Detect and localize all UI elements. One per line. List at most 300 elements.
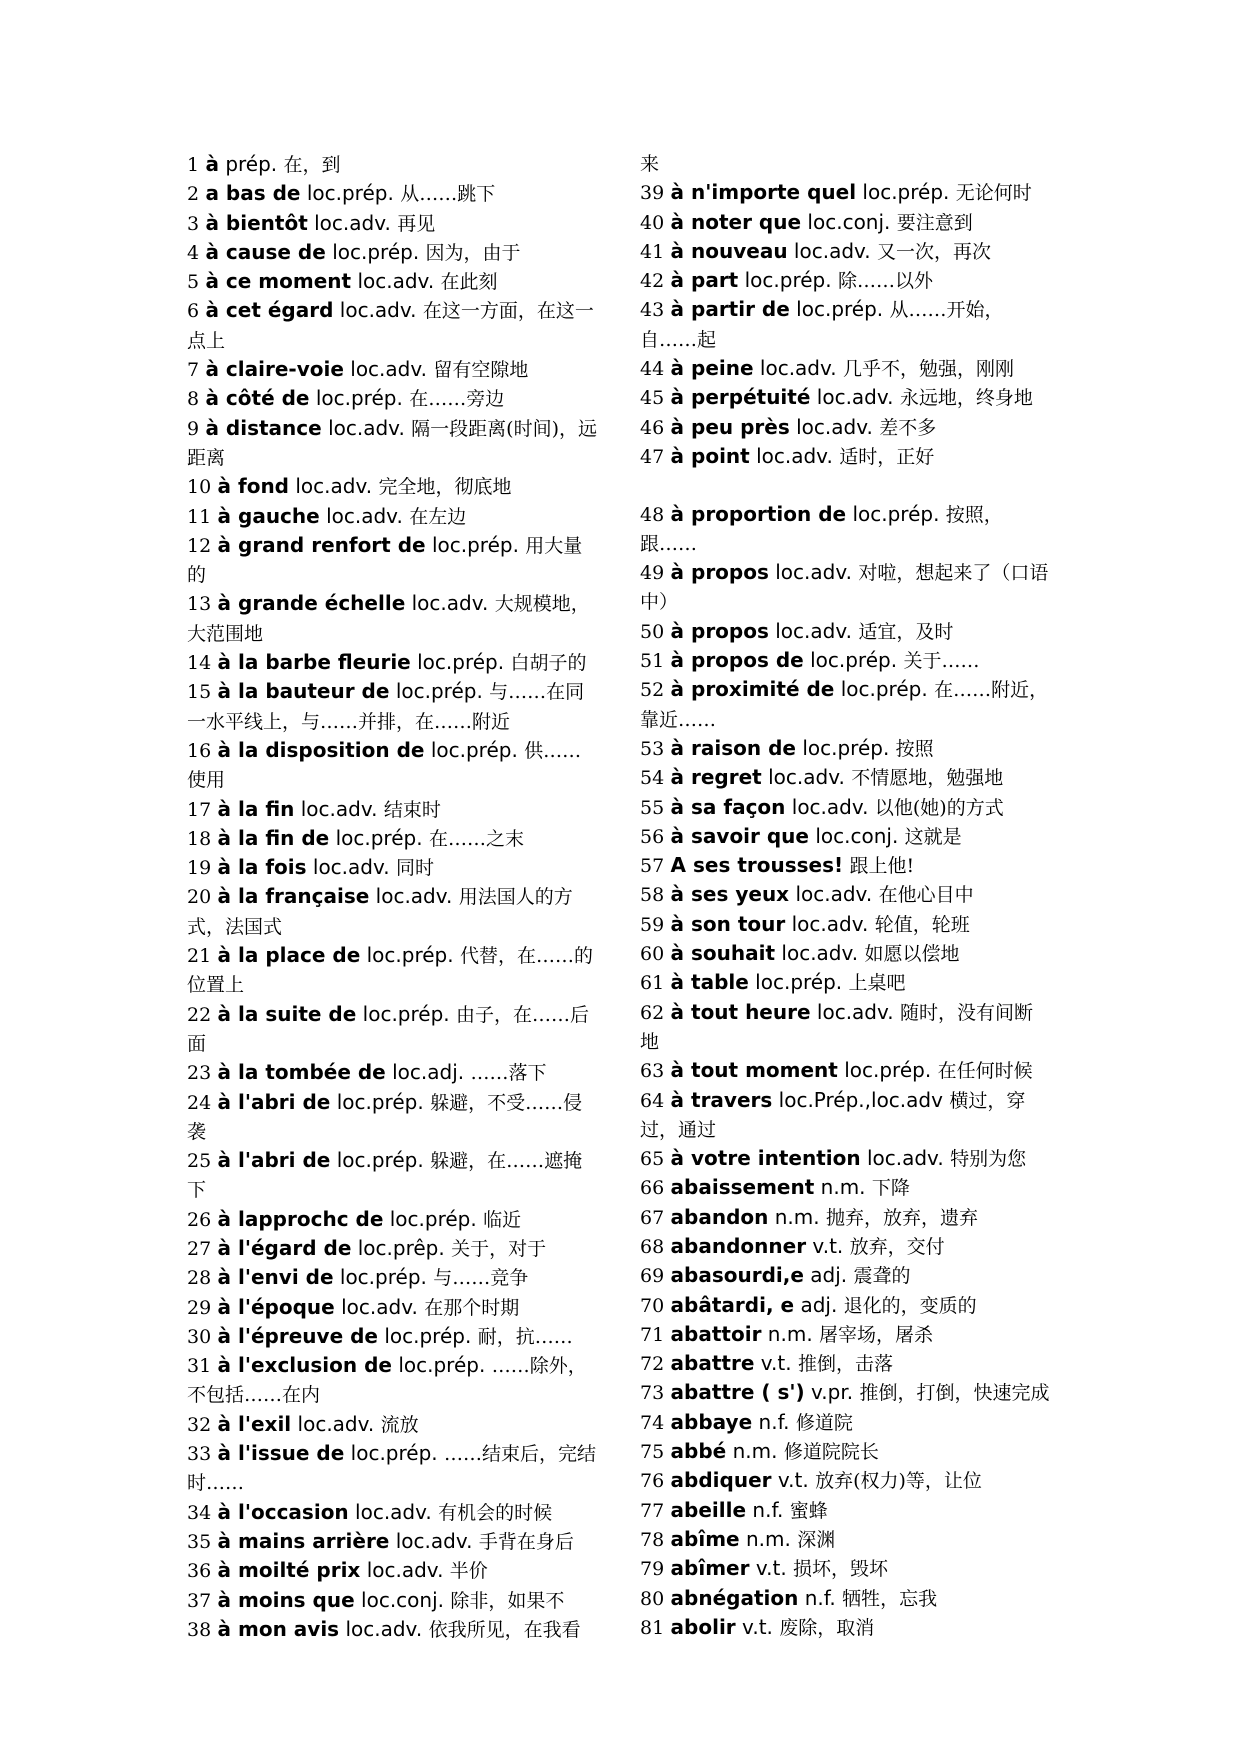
entry-number: 24: [187, 1091, 212, 1114]
vocab-entry: [187, 502, 597, 531]
entry-definition: 牺牲，忘我: [842, 1587, 938, 1610]
entry-term: à tout heure: [670, 999, 811, 1024]
entry-part-of-speech: v.t.: [755, 1556, 787, 1581]
entry-definition: 白胡子的: [510, 652, 587, 675]
entry-number: 19: [187, 857, 212, 880]
vocab-entry: [187, 795, 597, 824]
entry-part-of-speech: loc.prép.: [430, 737, 518, 762]
entry-definition: ……除外，不包括……在内: [187, 1355, 587, 1407]
entry-term: à la fin de: [217, 825, 330, 850]
entry-definition: 用法国人的方式，法国式: [187, 886, 573, 938]
entry-term: à la disposition de: [217, 737, 425, 762]
entry-definition: 按照，跟……: [640, 503, 1003, 555]
entry-number: 75: [640, 1441, 665, 1464]
entry-definition: 与……在同一水平线上，与……并排，在……附近: [187, 681, 585, 733]
entry-term: à savoir que: [670, 823, 809, 848]
entry-number: 67: [640, 1206, 665, 1229]
entry-part-of-speech: n.m.: [745, 1526, 791, 1551]
entry-number: 30: [187, 1325, 212, 1348]
entry-part-of-speech: v.t.: [742, 1614, 773, 1639]
entry-number: 61: [640, 972, 665, 995]
entry-definition: 同时: [396, 857, 435, 880]
entry-part-of-speech: loc.adj.: [392, 1060, 465, 1085]
entry-definition: 屠宰场，屠杀: [819, 1323, 934, 1346]
entry-part-of-speech: loc.adv.: [759, 356, 837, 381]
entry-definition: 躲避，在……遮掩下: [187, 1150, 583, 1202]
vocab-entry: [187, 1556, 597, 1585]
entry-term: à propos de: [670, 648, 804, 673]
entry-part-of-speech: loc.adv.: [297, 1411, 375, 1436]
entry-definition: 跟上他!: [849, 855, 915, 878]
entry-part-of-speech: n.m.: [767, 1321, 813, 1346]
entry-definition: 深渊: [797, 1528, 836, 1551]
entry-definition: 修道院院长: [783, 1441, 879, 1464]
entry-number: 66: [640, 1177, 665, 1200]
entry-part-of-speech: loc.adv.: [345, 1616, 423, 1641]
vocab-entry: [187, 1498, 597, 1527]
entry-number: 18: [187, 827, 212, 850]
vocab-entry: [640, 295, 1050, 354]
entry-term: à souhait: [670, 941, 776, 966]
entry-definition: 与……竞争: [433, 1267, 529, 1290]
entry-number: 50: [640, 620, 665, 643]
entry-part-of-speech: loc.adv.: [395, 1528, 473, 1553]
entry-term: à la française: [217, 884, 370, 909]
entry-term: à peu près: [670, 414, 790, 439]
entry-definition: 从……开始，自……起: [640, 299, 1004, 351]
entry-number: 29: [187, 1296, 212, 1319]
entry-number: 5: [187, 271, 200, 294]
vocab-entry: [187, 1000, 597, 1059]
entry-number: 7: [187, 359, 200, 382]
entry-definition: 对啦，想起来了（口语中）: [640, 562, 1049, 614]
entry-term: à propos: [670, 618, 769, 643]
entry-number: 39: [640, 182, 665, 205]
entry-part-of-speech: n.f.: [752, 1497, 784, 1522]
entry-definition: 关于，对于: [451, 1237, 547, 1260]
vocab-entry: [640, 558, 1050, 617]
entry-number: 23: [187, 1062, 212, 1085]
vocab-entry: [640, 910, 1050, 939]
entry-term: abeille: [670, 1497, 747, 1522]
entry-term: abbé: [670, 1439, 727, 1464]
entry-term: abaissement: [670, 1175, 815, 1200]
vocab-entry: [640, 1466, 1050, 1495]
entry-number: 11: [187, 505, 212, 528]
entry-term: abîme: [670, 1526, 740, 1551]
vocab-entry: [640, 968, 1050, 997]
entry-number: 64: [640, 1089, 665, 1112]
entry-part-of-speech: n.m.: [820, 1175, 866, 1200]
entry-definition: 适时，正好: [839, 445, 935, 468]
entry-part-of-speech: loc.prép.: [395, 679, 483, 704]
entry-part-of-speech: loc.adv.: [795, 882, 873, 907]
entry-part-of-speech: loc.prép.: [389, 1206, 477, 1231]
entry-part-of-speech: loc.prép.: [796, 297, 884, 322]
entry-number: 35: [187, 1530, 212, 1553]
vocab-entry: [640, 617, 1050, 646]
entry-number: 13: [187, 593, 212, 616]
vocab-entry: [640, 1525, 1050, 1554]
entry-term: abnégation: [670, 1585, 799, 1610]
vocab-entry: [640, 208, 1050, 237]
left-column: [187, 150, 597, 1644]
vocab-entry: [187, 824, 597, 853]
entry-term: à perpétuité: [670, 385, 811, 410]
entry-definition: 躲避，不受……侵袭: [187, 1091, 583, 1143]
entry-definition: 结束时: [383, 798, 441, 821]
vocab-entry: [187, 677, 597, 736]
entry-definition: 手背在身后: [478, 1530, 574, 1553]
entry-term: à tout moment: [670, 1058, 838, 1083]
entry-part-of-speech: loc.prép.: [362, 1001, 450, 1026]
entry-number: 70: [640, 1294, 665, 1317]
entry-number: 3: [187, 212, 200, 235]
vocab-entry: [187, 589, 597, 648]
vocab-entry: [640, 1408, 1050, 1437]
entry-term: à l'occasion: [217, 1499, 349, 1524]
entry-part-of-speech: loc.prép.: [417, 650, 505, 675]
vocab-entry: [187, 853, 597, 882]
entry-definition: 横过，穿过，通过: [640, 1089, 1026, 1141]
entry-term: à claire-voie: [205, 357, 344, 382]
entry-definition: 在此刻: [440, 271, 498, 294]
entry-part-of-speech: loc.prép.: [350, 1441, 438, 1466]
entry-number: 16: [187, 739, 212, 762]
entry-part-of-speech: loc.prép.: [335, 825, 423, 850]
entry-part-of-speech: loc.adv.: [411, 591, 489, 616]
vocab-entry: [640, 1378, 1050, 1407]
entry-number: 40: [640, 211, 665, 234]
entry-term: à partir de: [670, 297, 790, 322]
entry-part-of-speech: loc.adv.: [816, 999, 894, 1024]
entry-definition: 因为，由于: [425, 241, 521, 264]
vocab-entry: [640, 266, 1050, 295]
vocab-entry: [187, 296, 597, 355]
entry-definition: 退化的，变质的: [843, 1294, 977, 1317]
entry-term: à grande échelle: [217, 591, 406, 616]
entry-definition: 按照: [895, 737, 934, 760]
entry-definition: 推倒，击落: [797, 1353, 893, 1376]
vocab-entry: [640, 442, 1050, 471]
entry-number: 15: [187, 681, 212, 704]
vocab-entry: [187, 1615, 597, 1644]
entry-definition: 这就是: [904, 825, 962, 848]
entry-number: 20: [187, 886, 212, 909]
entry-number: 44: [640, 358, 665, 381]
entry-term: à la fois: [217, 855, 307, 880]
entry-number: 22: [187, 1003, 212, 1026]
entry-definition: 除……以外: [837, 270, 933, 293]
entry-definition: 流放: [380, 1413, 419, 1436]
entry-part-of-speech: loc.adv.: [350, 357, 428, 382]
entry-part-of-speech: loc.prép.: [339, 1265, 427, 1290]
entry-number: 69: [640, 1265, 665, 1288]
entry-part-of-speech: v.t.: [777, 1468, 809, 1493]
vocab-entry: [187, 355, 597, 384]
entry-definition: 完全地，彻底地: [378, 476, 512, 499]
entry-number: 51: [640, 650, 665, 673]
entry-definition: 永远地，终身地: [899, 387, 1033, 410]
entry-term: abandon: [670, 1204, 769, 1229]
vocab-entry: [187, 1058, 597, 1087]
entry-number: 42: [640, 270, 665, 293]
entry-definition: 几乎不，勉强，刚刚: [843, 358, 1015, 381]
entry-number: 4: [187, 241, 200, 264]
entry-part-of-speech: loc.adv.: [866, 1146, 944, 1171]
entry-definition: 蜜蜂: [789, 1499, 828, 1522]
entry-definition: 上桌吧: [848, 972, 906, 995]
entry-definition: 损坏，毁坏: [793, 1558, 889, 1581]
entry-number: 55: [640, 796, 665, 819]
entry-part-of-speech: loc.adv.: [791, 794, 869, 819]
vocab-entry: [187, 1351, 597, 1410]
entry-term: à grand renfort de: [217, 532, 426, 557]
entry-term: à mon avis: [217, 1616, 340, 1641]
vocab-entry: [640, 1203, 1050, 1232]
entry-definition: 用大量的: [187, 534, 583, 587]
entry-definition: 依我所见，在我看: [428, 1618, 581, 1641]
vocab-entry: [187, 941, 597, 1000]
vocab-entry: [187, 1146, 597, 1205]
entry-term: à l'envi de: [217, 1265, 334, 1290]
entry-part-of-speech: n.m.: [732, 1439, 778, 1464]
entry-number: 21: [187, 945, 212, 968]
entry-definition: 下降: [871, 1177, 910, 1200]
entry-number: 46: [640, 416, 665, 439]
vocab-entry: [187, 179, 597, 208]
entry-number: 74: [640, 1411, 665, 1434]
vocab-entry: [187, 1088, 597, 1147]
entry-definition: 关于……: [903, 650, 980, 673]
entry-definition: 适宜，及时: [858, 620, 954, 643]
entry-part-of-speech: n.m.: [774, 1204, 820, 1229]
vocab-entry: [640, 1144, 1050, 1173]
entry-definition: 要注意到: [896, 211, 973, 234]
entry-number: 52: [640, 679, 665, 702]
entry-term: à cet égard: [205, 298, 334, 323]
entry-definition: 放弃，交付: [849, 1235, 945, 1258]
vocab-entry: [640, 763, 1050, 792]
entry-definition: 在那个时期: [424, 1296, 520, 1319]
entry-number: 9: [187, 417, 200, 440]
vocab-entry: [640, 1349, 1050, 1378]
entry-part-of-speech: loc.prép.: [844, 1058, 932, 1083]
entry-part-of-speech: loc.adv.: [355, 1499, 432, 1524]
entry-definition: 留有空隙地: [433, 359, 529, 382]
vocab-entry: [640, 383, 1050, 412]
entry-term: à raison de: [670, 735, 796, 760]
vocab-entry: [640, 237, 1050, 266]
entry-number: 49: [640, 562, 665, 585]
entry-term: à la suite de: [217, 1001, 357, 1026]
entry-part-of-speech: v.pr.: [811, 1380, 854, 1405]
entry-term: à table: [670, 970, 749, 995]
entry-definition: 不情愿地，勉强地: [851, 767, 1004, 790]
entry-number: 47: [640, 445, 665, 468]
entry-number: 63: [640, 1060, 665, 1083]
entry-definition: ……结束后，完结时……: [187, 1443, 597, 1495]
entry-part-of-speech: loc.adv.: [375, 884, 453, 909]
entry-part-of-speech: loc.adv.: [326, 503, 403, 528]
entry-definition: 推倒，打倒，快速完成: [859, 1382, 1050, 1405]
entry-definition: 在左边: [409, 505, 467, 528]
entry-term: à la barbe fleurie: [217, 650, 411, 675]
vocab-entry: [187, 414, 597, 473]
entry-definition: 特别为您: [950, 1148, 1027, 1171]
entry-part-of-speech: loc.prép.: [332, 239, 420, 264]
entry-definition: 如愿以偿地: [864, 943, 960, 966]
entry-term: à l'exclusion de: [217, 1353, 392, 1378]
entry-number: 53: [640, 737, 665, 760]
vocab-entry: [187, 209, 597, 238]
entry-term: abattoir: [670, 1321, 762, 1346]
entry-term: à son tour: [670, 911, 786, 936]
entry-term: à la place de: [217, 943, 361, 968]
entry-number: 36: [187, 1560, 212, 1583]
vocab-entry: [640, 851, 1050, 880]
entry-term: abâtardi, e: [670, 1292, 795, 1317]
entry-term: abdiquer: [670, 1468, 772, 1493]
vocab-entry: [187, 1439, 597, 1498]
entry-number: 45: [640, 387, 665, 410]
entry-part-of-speech: loc.prép.: [315, 386, 403, 411]
entry-part-of-speech: loc.adv.: [781, 941, 859, 966]
vocab-entry: [640, 1320, 1050, 1349]
vocab-entry: [187, 267, 597, 296]
entry-part-of-speech: loc.adv.: [791, 911, 869, 936]
entry-part-of-speech: loc.adv.: [793, 238, 871, 263]
vocab-entry: [640, 675, 1050, 734]
entry-part-of-speech: adj.: [800, 1292, 838, 1317]
entry-number: 72: [640, 1353, 665, 1376]
entry-number: 62: [640, 1001, 665, 1024]
entry-term: à la tombée de: [217, 1060, 386, 1085]
entry-part-of-speech: loc.prép.: [431, 532, 519, 557]
vocab-entry: [187, 238, 597, 267]
entry-term: à sa façon: [670, 794, 786, 819]
entry-term: à la bauteur de: [217, 679, 390, 704]
entry-part-of-speech: loc.prép.: [398, 1353, 486, 1378]
vocab-entry: [187, 1322, 597, 1351]
entry-term: à nouveau: [670, 238, 788, 263]
entry-part-of-speech: loc.prép.: [744, 268, 832, 293]
entry-definition: 放弃(权力)等，让位: [815, 1470, 982, 1493]
entry-part-of-speech: adj.: [810, 1263, 848, 1288]
entry-part-of-speech: loc.adv.: [756, 443, 833, 468]
entry-part-of-speech: loc.prép.: [336, 1148, 424, 1173]
entry-term: à travers: [670, 1087, 773, 1112]
entry-number: 10: [187, 476, 212, 499]
entry-part-of-speech: v.t.: [760, 1351, 792, 1376]
entry-number: 2: [187, 183, 200, 206]
entry-part-of-speech: loc.prép.: [802, 735, 890, 760]
entry-part-of-speech: loc.prép.: [336, 1089, 424, 1114]
entry-number: 25: [187, 1150, 212, 1173]
entry-number: 8: [187, 388, 200, 411]
entry-definition: 耐，抗……: [477, 1325, 573, 1348]
entry-number: 81: [640, 1616, 665, 1639]
entry-term: abasourdi,e: [670, 1263, 804, 1288]
entry-term: abîmer: [670, 1556, 750, 1581]
entry-definition: 临近: [483, 1208, 522, 1231]
entry-number: 59: [640, 913, 665, 936]
vocab-entry: [187, 648, 597, 677]
entry-part-of-speech: loc.conj.: [815, 823, 899, 848]
vocab-entry: [640, 500, 1050, 559]
vocab-entry: [640, 939, 1050, 968]
entry-definition: 在，到: [283, 154, 341, 176]
entry-definition: 以他(她)的方式: [874, 796, 1004, 819]
entry-term: à part: [670, 268, 739, 293]
entry-term: A ses trousses!: [670, 853, 844, 878]
entry-part-of-speech: loc.adv.: [366, 1558, 444, 1583]
vocab-entry: [640, 354, 1050, 383]
entry-number: 31: [187, 1355, 212, 1378]
entry-term: à proximité de: [670, 677, 835, 702]
entry-term: à noter que: [670, 209, 802, 234]
entry-part-of-speech: loc.prép.: [840, 677, 928, 702]
entry-definition: 抛弃，放弃，遗弃: [825, 1206, 978, 1229]
entry-part-of-speech: loc.conj.: [361, 1587, 444, 1612]
entry-part-of-speech: v.t.: [812, 1233, 844, 1258]
entry-term: à n'importe quel: [670, 180, 857, 205]
vocab-entry: [187, 1293, 597, 1322]
vocab-entry: [640, 1437, 1050, 1466]
entry-definition: 由子，在……后面: [187, 1003, 590, 1055]
entry-part-of-speech: loc.adv.: [775, 560, 852, 585]
entry-definition: ……落下: [470, 1062, 547, 1085]
entry-term: abattre ( s'): [670, 1380, 805, 1405]
entry-definition: 无论何时: [955, 182, 1032, 205]
vocab-entry: [640, 1554, 1050, 1583]
vocab-entry: [187, 736, 597, 795]
entry-number: 1: [187, 154, 200, 176]
vocab-entry: [187, 882, 597, 941]
continued-text: 来: [640, 153, 660, 175]
vocab-entry: [640, 1613, 1050, 1642]
entry-number: 56: [640, 825, 665, 848]
entry-number: 68: [640, 1235, 665, 1258]
entry-number: 54: [640, 767, 665, 790]
entry-number: 80: [640, 1587, 665, 1610]
entry-definition: 在这一方面，在这一点上: [187, 300, 594, 352]
entry-part-of-speech: n.f.: [758, 1409, 790, 1434]
entry-number: 43: [640, 299, 665, 322]
entry-term: abandonner: [670, 1233, 807, 1258]
entry-term: à gauche: [217, 503, 320, 528]
vocab-entry: [187, 472, 597, 501]
entry-term: abattre: [670, 1351, 755, 1376]
entry-definition: 在任何时候: [937, 1060, 1033, 1083]
entry-definition: 从……跳下: [400, 183, 496, 206]
entry-part-of-speech: loc.adv.: [796, 414, 873, 439]
entry-definition: 差不多: [879, 416, 937, 439]
entry-number: 14: [187, 652, 212, 675]
entry-term: à votre intention: [670, 1146, 861, 1171]
entry-term: à moilté prix: [217, 1558, 361, 1583]
entry-part-of-speech: loc.prép.: [810, 648, 898, 673]
vocab-entry: [187, 1234, 597, 1263]
entry-number: 32: [187, 1413, 212, 1436]
vocab-entry: [640, 1086, 1050, 1145]
entry-number: 34: [187, 1501, 212, 1524]
entry-part-of-speech: loc.adv.: [768, 765, 845, 790]
entry-term: à lapprochc de: [217, 1206, 384, 1231]
vocab-entry: [640, 1232, 1050, 1261]
entry-definition: 在……之末: [428, 827, 524, 850]
vocab-entry: [640, 998, 1050, 1057]
